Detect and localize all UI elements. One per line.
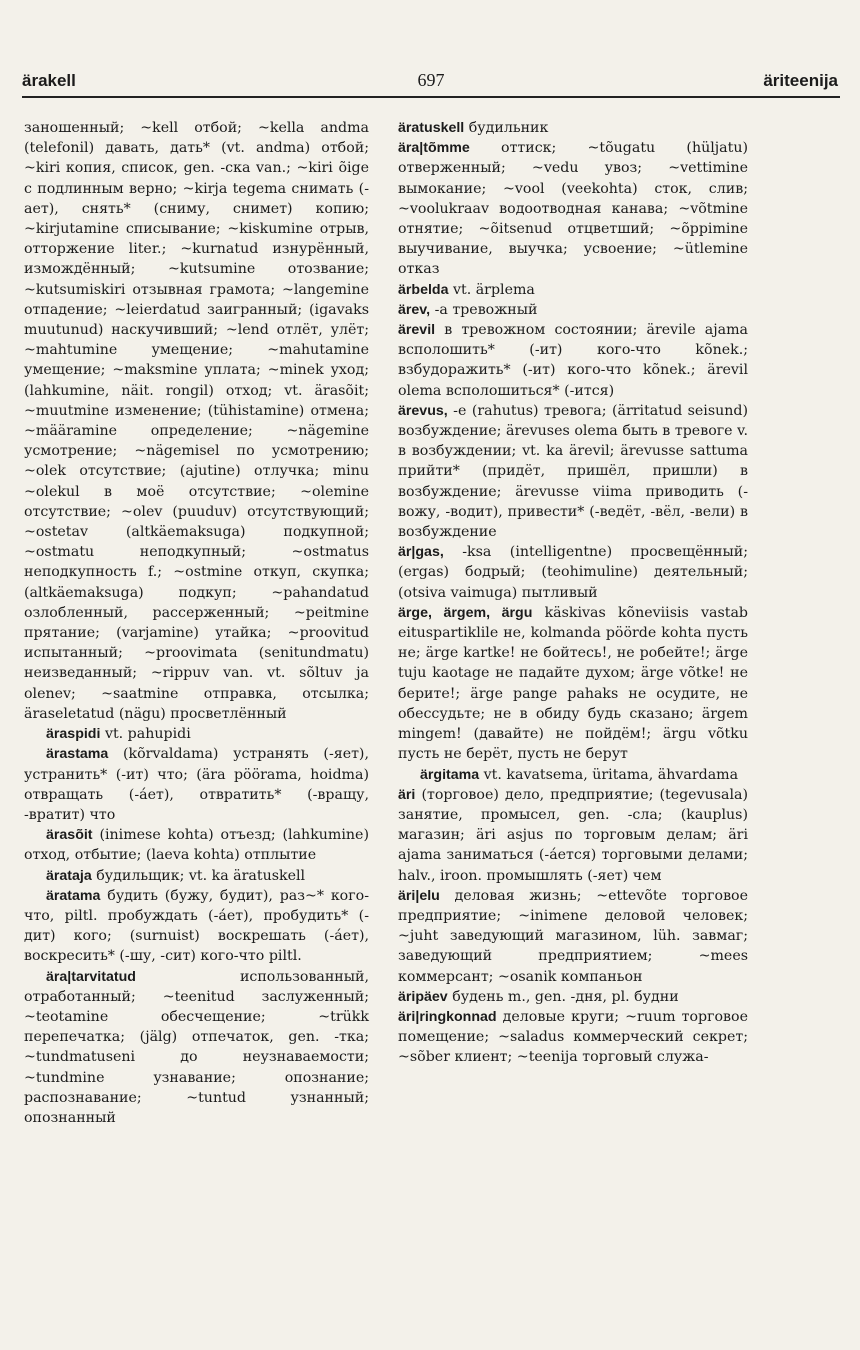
entry-text: vt. kavatsema, üritama, ähvardama	[483, 766, 739, 783]
left-guide-word: ärakell	[22, 71, 76, 90]
entry-text: деловые круги; ~ruum торговое помещение; ~saladus коммерческий секрет; ~sõber клиент; ~teenija торговый служа-	[398, 1008, 748, 1066]
dictionary-entry	[24, 967, 369, 1129]
dictionary-entry	[398, 118, 748, 138]
entry-headword: ärbelda	[398, 281, 449, 298]
entry-text: в тревожном состоянии; ärevile ajama всполошить* (-ит) кого-что kõnek.; взбудоражить* (-ит) кого-что kõnek.; ärevil olema всполошиться* (-ится)	[398, 322, 748, 399]
dictionary-entry	[398, 765, 748, 785]
entry-text: будильник	[468, 120, 549, 136]
entry-text: оттиск; ~tõugatu (hüljatu) отверженный; ~vedu увоз; ~vettimine вымокание; ~vool (veekohta) сток, слив; ~voolukraav водоотводная канава; ~võtmine отнятие; ~õitsenud отцветший; ~õppimine выучивание, выучка; усвоение; ~ütlemine отказ	[398, 140, 748, 278]
entry-text: заношенный; ~kell отбой; ~kella andma (telefonil) давать, дать* (vt. andma) отбой; ~kiri копия, список, gen. -ска van.; ~kiri õige с подлинным верно; ~kirja tegema снимать (-ает), снять* (сниму, снимет) копию; ~kirjutamine списывание; ~kiskumine отрыв, отторжение liter.; ~kurnatud изнурённый, измождённый; ~kutsumine отозвание; ~kutsumiskiri отзывная грамота; ~langemine отпадение; ~leierdatud заигранный; (igavaks muutunud) наскучивший; ~lend отлёт, улёт; ~mahtumine умещение; ~mahutamine умещение; ~maksmine уплата; ~minek уход; (lahkumine, näit. rongil) отход; vt. ärasõit; ~muutmine изменение; (tühistamine) отмена; ~määramine определение; ~nägemine усмотрение; ~nägemisel по усмотрению; ~olek отсутствие; (ajutine) отлучка; minu ~olekul в моё отсутствие; ~olemine отсутствие; ~olev (puuduv) отсутствующий; ~ostetav (altkäemaksuga) подкупной; ~ostmatu неподкупный; ~ostmatus неподкупность f.; ~ostmine откуп, скупка; (altkäemaksuga) подкуп; ~pahandatud озлобленный, рассерженный; ~peitmine прятание; (varjamine) утайка; ~proovitud испытанный; ~proovimata (senitundmatu) неизведанный; ~rippuv van. vt. sõltuv ja olenev; ~saatmine отправка, отсылка; äraseletatud (nägu) просветлённый	[24, 120, 369, 722]
right-column	[398, 118, 748, 1068]
dictionary-entry	[398, 987, 748, 1007]
entry-text: будить (бужу, будит), раз~* кого-что, piltl. пробуждать (-áет), пробудить* (-дит) кого; (surnuist) воскрешать (-áет), воскресить* (-шу, -сит) кого-что piltl.	[24, 887, 369, 965]
dictionary-entry	[398, 886, 748, 987]
dictionary-entry	[398, 138, 748, 279]
entry-headword: äri|ringkonnad	[398, 1008, 497, 1025]
entry-headword: äri	[398, 786, 416, 803]
entry-text: vt. ärplema	[452, 281, 535, 298]
entry-text: будень m., gen. -дня, pl. будни	[452, 988, 679, 1005]
entry-headword: ärevus,	[398, 402, 448, 419]
page-number: 697	[417, 70, 445, 90]
dictionary-entry	[24, 886, 369, 967]
dictionary-entry	[398, 300, 748, 320]
page-header	[22, 66, 840, 98]
dictionary-entry	[398, 785, 748, 886]
left-column	[24, 118, 369, 1128]
dictionary-entry	[398, 542, 748, 603]
entry-headword: ärasõit	[46, 827, 93, 844]
dictionary-entry	[398, 320, 748, 401]
entry-headword: ära|tõmme	[398, 140, 470, 157]
entry-text: -ksa (intelligentne) просвещённый; (ergas) бодрый; (teohimuline) деятельный; (otsiva vaimuga) пытливый	[398, 544, 748, 601]
entry-text: (kõrvaldama) устранять (-яет), устранить* (-ит) что; (ära pöörama, hoidma) отвращать (-áет), отвратить* (-вращу, -вратит) что	[24, 746, 369, 823]
entry-headword: ärge, ärgem, ärgu	[398, 604, 533, 621]
entry-text: -a тревожный	[434, 301, 538, 318]
dictionary-entry	[398, 603, 748, 765]
dictionary-entry	[398, 1007, 748, 1068]
right-guide-word: äriteenija	[763, 71, 838, 90]
entry-text: vt. pahupidi	[104, 726, 191, 743]
entry-headword: ärataja	[46, 867, 92, 884]
entry-headword: äratuskell	[398, 120, 465, 136]
entry-headword: äri|elu	[398, 887, 440, 904]
entry-text: будильщик; vt. ka äratuskell	[96, 867, 306, 884]
dictionary-entry	[24, 744, 369, 825]
dictionary-entry	[398, 401, 748, 542]
entry-headword: äratama	[46, 887, 101, 904]
dictionary-entry	[398, 280, 748, 300]
entry-headword: ära|tarvitatud	[46, 968, 136, 985]
entry-text: (inimese kohta) отъезд; (lahkumine) отход, отбытие; (laeva kohta) отплытие	[24, 827, 369, 864]
dictionary-entry	[24, 825, 369, 865]
entry-text: (торговое) дело, предприятие; (tegevusala) занятие, промысел, gen. -сла; (kauplus) магазин; äri asjus по торговым делам; äri ajama заниматься (-áется) торговыми делами; halv., iroon. промышлять (-яет) чем	[398, 786, 748, 884]
entry-text: käskivas kõneviisis vastab eituspartiklile не, kolmanda pöörde kohta пусть не; ärge kartke! не бойтесь!, не робейте!; ärge tuju kaotage не падайте духом; ärge võtke! не берите!; ärge pange pahaks не осудите, не обессудьте; не в обиду будь сказано; ärgem mingem! (давайте) не пойдём!; ärgu võtku пусть не берёт, пусть не берут	[398, 604, 748, 763]
dictionary-entry	[24, 866, 369, 886]
entry-headword: ärgitama	[420, 766, 480, 783]
entry-headword: är|gas,	[398, 544, 444, 561]
entry-headword: ärev,	[398, 301, 431, 318]
entry-text: использованный, отработанный; ~teenitud заслуженный; ~teotamine обесчещение; ~trükk перепечатка; (jälg) отпечаток, gen. -тка; ~tundmatuseni до неузнаваемости; ~tundmine узнавание; опознание; распознавание; ~tuntud узнанный; опознанный	[24, 968, 369, 1126]
entry-headword: äraspidi	[46, 726, 101, 743]
dictionary-entry	[24, 724, 369, 744]
entry-text: -e (rahutus) тревога; (ärritatud seisund) возбуждение; ärevuses olema быть в тревоге v. в возбуждении; vt. ka ärevil; ärevusse sattuma прийти* (придёт, пришёл, пришли) в возбуждение; ärevusse viima приводить (-вожу, -водит), привести* (-ведёт, -вёл, -вели) в возбуждение	[398, 402, 748, 541]
entry-text: деловая жизнь; ~ettevõte торговое предприятие; ~inimene деловой человек; ~juht заведующий магазином, lüh. завмаг; заведующий предприятием; ~mees коммерсант; ~osanik компаньон	[398, 887, 748, 985]
entry-headword: äripäev	[398, 988, 448, 1005]
entry-headword: ärevil	[398, 322, 436, 339]
dictionary-entry	[24, 118, 369, 724]
entry-headword: ärastama	[46, 746, 109, 763]
